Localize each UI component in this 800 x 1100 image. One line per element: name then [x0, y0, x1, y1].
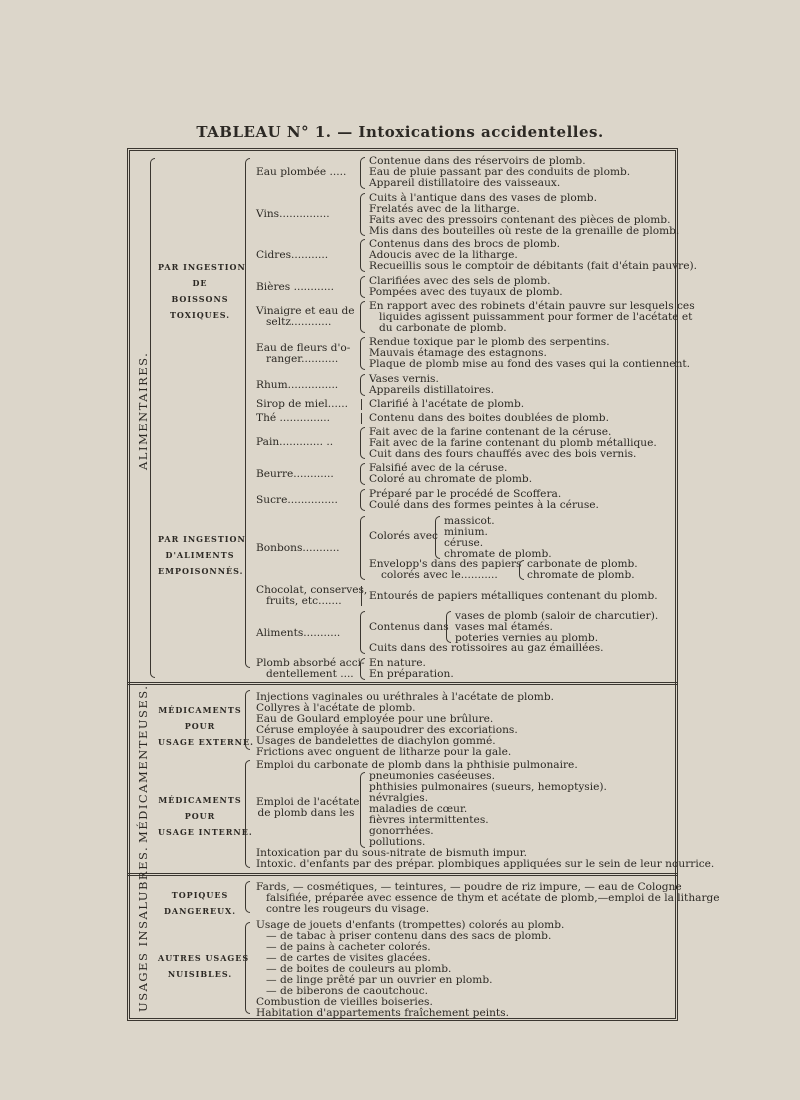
aliments-extra: Cuits dans des rotissoires au gaz émaillées.	[369, 642, 604, 654]
row-items-beurre: Falsifié avec de la céruse. Coloré au chromate de plomb.	[369, 462, 533, 485]
bonbons-colores-items: massicot. minium. céruse. chromate de plomb.	[444, 515, 552, 560]
autres-usages-list: Usage de jouets d'enfants (trompettes) colorés au plomb. — de tabac à priser contenu dans des sacs de plomb. — de pains à cacheter colorés. — de cartes de visites glacées. — de boites de couleurs au plomb. — de linge prêté par un ouvrier en plomb. — de biberons de caoutchouc. Combustion de vieilles boiseries. Habitation d'appartements fraîchement peints.	[256, 919, 565, 1019]
aliments-contenus-items: vases de plomb (saloir de charcutier). vases mal étamés. poteries vernies au plomb.	[455, 610, 659, 644]
group-brace	[245, 881, 250, 913]
usage-interne-bottom: Intoxication par du sous-nitrate de bismuth impur. Intoxic. d'enfants par des prépar. plombiques appliquées sur le sein de leur nourrice.	[256, 847, 715, 870]
row-label-vinaigre: Vinaigre et eau de seltz............	[256, 305, 355, 328]
row-brace	[360, 516, 365, 580]
row-items-cidres: Contenus dans des brocs de plomb. Adoucis avec de la litharge. Recueillis sous le comptoir de débitants (fait d'étain pauvre).	[369, 238, 698, 272]
page-title: TABLEAU N° 1. — Intoxications accidentelles.	[196, 123, 604, 141]
row-brace	[360, 337, 365, 370]
row-label-eau: Eau plombée .....	[256, 166, 347, 178]
sub-brace	[519, 560, 524, 580]
sub-brace	[435, 516, 440, 559]
row-item-chocolat: Entourés de papiers métalliques contenant du plomb.	[369, 590, 658, 602]
usage-externe-list: Injections vaginales ou uréthrales à l'acétate de plomb. Collyres à l'acétate de plomb. Eau de Goulard employée pour une brûlure. Céruse employée à saupoudrer des excoriations. Usages de bandelettes de diachylon gommé. Frictions avec onguent de litharze pour la gale.	[256, 691, 554, 758]
row-items-pain: Fait avec de la farine contenant de la céruse. Fait avec de la farine contenant du plomb métallique. Cuit dans des fours chauffés avec des bois vernis.	[369, 426, 657, 460]
usage-interne-label: Emploi de l'acétate de plomb dans les	[256, 796, 360, 819]
sub-brace	[360, 772, 365, 848]
category-medicamenteuses: MÉDICAMENTEUSES.	[136, 684, 150, 843]
sub-brace	[446, 611, 451, 643]
row-items-vinaigre: En rapport avec des robinets d'étain pauvre sur lesquels ces liquides agissent puissamment pour former de l'acétate et du carbonate de plomb.	[369, 300, 695, 334]
subhead-topiques: TOPIQUES DANGEREUX.	[163, 890, 237, 916]
usage-interne-top: Emploi du carbonate de plomb dans la phthisie pulmonaire.	[256, 759, 578, 771]
bonbons-colores-label: Colorés avec	[369, 530, 438, 542]
row-brace	[360, 427, 365, 459]
row-brace	[360, 193, 365, 236]
row-brace	[360, 374, 365, 396]
row-label-the: Thé ...............	[256, 412, 331, 424]
row-brace	[360, 157, 365, 189]
row-brace	[360, 276, 365, 298]
row-item-the: Contenu dans des boites doublées de plomb.	[369, 412, 609, 424]
row-brace	[360, 658, 365, 680]
row-label-chocolat: Chocolat, conserves, fruits, etc.......	[256, 584, 368, 607]
row-label-bonbons: Bonbons...........	[256, 542, 340, 554]
group-brace	[245, 760, 250, 868]
row-brace	[360, 611, 365, 654]
group-brace	[245, 158, 250, 668]
bonbons-envel-items: carbonate de plomb. chromate de plomb.	[527, 558, 638, 581]
row-label-absorbe: Plomb absorbé acci- dentellement ....	[256, 657, 365, 680]
row-brace	[360, 301, 365, 333]
row-items-fleurs: Rendue toxique par le plomb des serpentins. Mauvais étamage des estagnons. Plaque de plomb mise au fond des vases qui la contiennent.	[369, 336, 691, 370]
topiques-text: Fards, — cosmétiques, — teintures, — poudre de riz impure, — eau de Cologne falsifiée, préparée avec essence de thym et acétate de plomb,—emploi de la litharge contre les rougeurs du visage.	[256, 881, 720, 915]
row-brace	[360, 489, 365, 511]
row-items-absorbe: En nature. En préparation.	[369, 657, 454, 680]
row-rule	[361, 399, 362, 410]
row-rule	[361, 586, 362, 606]
aliments-contenus-label: Contenus dans	[369, 621, 449, 633]
subhead-autres-usages: AUTRES USAGES NUISIBLES.	[158, 953, 250, 979]
row-label-vins: Vins...............	[256, 208, 330, 220]
row-label-rhum: Rhum...............	[256, 379, 339, 391]
row-items-vins: Cuits à l'antique dans des vases de plomb. Frelatés avec de la litharge. Faits avec des pressoirs contenant des pièces de plomb. Mis dans des bouteilles où reste de la grenaille de plomb.	[369, 192, 680, 237]
subhead-boissons: PAR INGESTION DE BOISSONS TOXIQUES.	[158, 262, 246, 320]
row-label-pain: Pain............. ..	[256, 436, 334, 448]
subhead-aliments: PAR INGESTION D'ALIMENTS EMPOISONNÉS.	[158, 534, 246, 576]
bonbons-envel-label: Envelopp's dans des papiers colorés avec le...........	[369, 558, 522, 581]
row-label-cidres: Cidres...........	[256, 249, 329, 261]
row-label-aliments: Aliments...........	[256, 627, 341, 639]
usage-interne-items: pneumonies caséeuses. phthisies pulmonaires (sueurs, hemoptysie). névralgies. maladies de cœur. fièvres intermittentes. gonorrhées. pollutions.	[369, 770, 607, 848]
row-items-rhum: Vases vernis. Appareils distillatoires.	[369, 373, 494, 396]
row-label-beurre: Beurre............	[256, 468, 334, 480]
subhead-usage-externe: MÉDICAMENTS POUR USAGE EXTERNE.	[158, 705, 254, 747]
section-divider	[127, 682, 678, 685]
section-divider	[127, 873, 678, 876]
subhead-usage-interne: MÉDICAMENTS POUR USAGE INTERNE.	[158, 795, 253, 837]
category-alimentaires: ALIMENTAIRES.	[136, 351, 150, 470]
row-brace	[360, 463, 365, 485]
row-brace	[360, 239, 365, 272]
category-brace	[150, 158, 155, 678]
row-label-sirop: Sirop de miel......	[256, 398, 348, 410]
category-usages-insalubres: USAGES INSALUBRES.	[136, 845, 150, 1012]
row-rule	[361, 413, 362, 424]
row-label-sucre: Sucre...............	[256, 494, 338, 506]
row-item-sirop: Clarifié à l'acétate de plomb.	[369, 398, 525, 410]
row-items-bieres: Clarifiées avec des sels de plomb. Pompées avec des tuyaux de plomb.	[369, 275, 563, 298]
row-label-bieres: Bières ............	[256, 281, 334, 293]
row-label-fleurs: Eau de fleurs d'o- ranger...........	[256, 342, 351, 365]
group-brace	[245, 922, 250, 1014]
row-items-eau: Contenue dans des réservoirs de plomb. Eau de pluie passant par des conduits de plomb. Appareil distillatoire des vaisseaux.	[369, 155, 631, 189]
row-items-sucre: Préparé par le procédé de Scoffera. Coulé dans des formes peintes à la céruse.	[369, 488, 599, 511]
